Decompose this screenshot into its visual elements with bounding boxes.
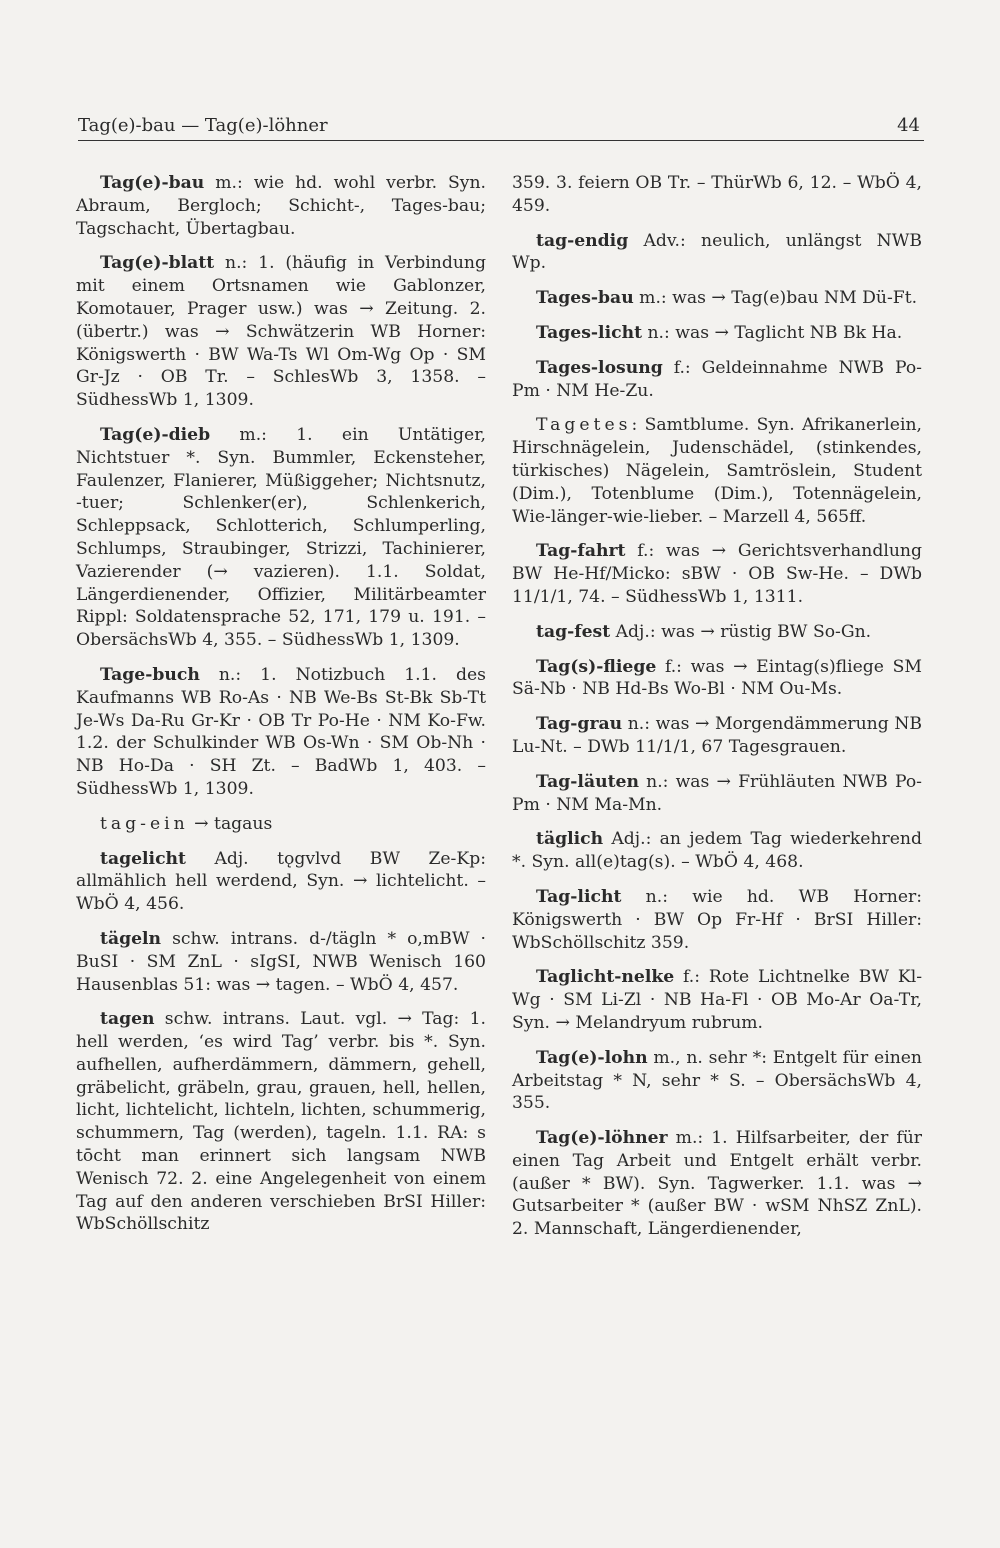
entry-headword: tag-ein (100, 813, 189, 834)
entry-headword: Tage-buch (100, 664, 200, 685)
dictionary-entry (76, 664, 486, 801)
dictionary-entry (76, 424, 486, 652)
entry-headword: Tag(e)-löhner (536, 1128, 668, 1149)
running-header (78, 112, 924, 141)
entry-headword: Taglicht-nelke (536, 967, 675, 988)
entry-definition: Adj.: was → rüstig BW So-Gn. (610, 621, 872, 642)
dictionary-entry (76, 928, 486, 996)
entry-headword: tagen (100, 1009, 155, 1030)
entry-definition: n.: 1. Notizbuch 1.1. des Kaufmanns WB Ro-As · NB We-Bs St-Bk Sb-Tt Je-Ws Da-Ru Gr-Kr · OB Tr Po-He · NM Ko-Fw. 1.2. der Schulkinder WB Os-Wn · SM Ob-Nh · NB Ho-Da · SH Zt. – BadWb 1, 403. – SüdhessWb 1, 1309. (76, 664, 486, 799)
entry-headword: tagelicht (100, 848, 186, 869)
dictionary-entry (76, 252, 486, 412)
entry-headword: Tag-läuten (536, 771, 639, 792)
dictionary-entry (512, 287, 922, 310)
dictionary-entry (76, 1008, 486, 1236)
running-title: Tag(e)-bau — Tag(e)-löhner (78, 115, 328, 136)
dictionary-entry (512, 322, 922, 345)
entry-definition: → tagaus (188, 813, 273, 834)
entry-headword: Tag-grau (536, 714, 623, 735)
entry-headword: Tages-bau (536, 288, 634, 309)
entry-headword: Tages-licht (536, 322, 643, 343)
entry-definition: 359. 3. feiern OB Tr. – ThürWb 6, 12. – WbÖ 4, 459. (512, 173, 922, 216)
dictionary-entry (512, 771, 922, 817)
dictionary-entry (76, 172, 486, 240)
dictionary-entry (512, 828, 922, 874)
entry-definition: f.: Geldeinnahme NWB Po-Pm · NM He-Zu. (512, 357, 922, 401)
entry-definition: n.: 1. (häufig in Verbindung mit einem Ortsnamen wie Gablonzer, Komotauer, Prager usw.) was → Zeitung. 2. (übertr.) was → Schwätzerin WB Horner: Königswerth · BW Wa-Ts Wl Om-Wg Op · SM Gr-Jz · OB Tr. – SchlesWb 3, 1358. – SüdhessWb 1, 1309. (76, 253, 486, 411)
entry-headword: Tag(e)-lohn (536, 1047, 648, 1068)
dictionary-entry (512, 1127, 922, 1241)
entry-headword: Tag(e)-blatt (100, 253, 215, 274)
entry-definition: m.: 1. Hilfsarbeiter, der für einen Tag Arbeit und Entgelt erhält verbr. (außer * BW). Syn. Tagwerker. 1.1. was → Gutsarbeiter * (außer BW · wSM NhSZ ZnL). 2. Mannschaft, Längerdienender, (512, 1128, 922, 1240)
dictionary-entry (512, 540, 922, 608)
dictionary-entry (512, 886, 922, 954)
page-number: 44 (897, 115, 920, 136)
dictionary-entry (512, 656, 922, 702)
entry-headword: Tag-fahrt (536, 541, 626, 562)
entry-definition: : Samtblume. Syn. Afrikanerlein, Hirschnägelein, Judenschädel, (stinkendes, türkisches) Nägelein, Samtröslein, Student (Dim.), Totenblume (Dim.), Totennägelein, Wie-länger-wie-lieber. – Marzell 4, 565ff. (512, 415, 922, 527)
entry-definition: schw. intrans. Laut. vgl. → Tag: 1. hell werden, ‘es wird Tag’ verbr. bis *. Syn. aufhellen, aufherdämmern, dämmern, gehell, gräbelicht, gräbeln, grau, grauen, hell, hellen, licht, lichtelicht, lichteln, lichten, schummerig, schummern, Tag (werden), tageln. 1.1. RA: s tōcht man erinnert sich langsam NWB Wenisch 72. 2. eine Angelegenheit von einem Tag auf den anderen verschieben BrSI Hiller: WbSchöllschitz (76, 1009, 486, 1235)
entry-definition: n.: wie hd. WB Horner: Königswerth · BW Op Fr-Hf · BrSI Hiller: WbSchöllschitz 359. (512, 886, 922, 953)
entry-definition: m.: wie hd. wohl verbr. Syn. Abraum, Bergloch; Schicht-, Tages-bau; Tagschacht, Übertagbau. (76, 173, 486, 239)
entry-headword: Tag(e)-bau (100, 173, 205, 193)
dictionary-entry (512, 230, 922, 276)
entry-headword: Tag(s)-fliege (536, 656, 657, 677)
entry-headword: tägeln (100, 928, 162, 949)
entry-headword: tag-fest (536, 621, 611, 642)
entry-headword: tag-endig (536, 230, 629, 251)
entry-definition: m.: was → Tag(e)bau NM Dü-Ft. (633, 288, 918, 309)
entry-definition: f.: Rote Lichtnelke BW Kl-Wg · SM Li-Zl · NB Ha-Fl · OB Mo-Ar Oa-Tr, Syn. → Melandryum rubrum. (512, 967, 922, 1033)
dictionary-entry (512, 713, 922, 759)
dictionary-entry (512, 357, 922, 403)
entry-headword: täglich (536, 829, 604, 850)
entry-definition: schw. intrans. d-/tägln * o,mBW · BuSI · SM ZnL · sIgSI, NWB Wenisch 160 Hausenblas 51: was → tagen. – WbÖ 4, 457. (76, 928, 486, 995)
dictionary-entry (512, 1047, 922, 1115)
entry-definition: m.: 1. ein Untätiger, Nichtstuer *. Syn. Bummler, Eckensteher, Faulenzer, Flanierer, Müßiggeher; Nichtsnutz, -tuer; Schlenker(er), Schlenkerich, Schleppsack, Schlotterich, Schlumperling, Schlumps, Straubinger, Strizzi, Tachinierer, Vazierender (→ vazieren). 1.1. Soldat, Längerdienender, Offizier, Militärbeamter Rippl: Soldatensprache 52, 171, 179 u. 191. – ObersächsWb 4, 355. – SüdhessWb 1, 1309. (76, 424, 486, 651)
left-column (76, 172, 486, 1248)
right-column (512, 172, 922, 1253)
dictionary-entry (512, 621, 922, 644)
entry-definition: Adj. tǫgvlvd BW Ze-Kp: allmählich hell werdend, Syn. → lichtelicht. – WbÖ 4, 456. (76, 848, 486, 915)
dictionary-entry (512, 966, 922, 1034)
dictionary-entry (76, 813, 486, 836)
entry-definition: n.: was → Morgendämmerung NB Lu-Nt. – DWb 11/1/1, 67 Tagesgrauen. (512, 714, 922, 757)
entry-headword: Tag-licht (536, 886, 622, 907)
entry-definition: Adv.: neulich, unlängst NWB Wp. (512, 230, 922, 274)
dictionary-entry (76, 848, 486, 916)
entry-headword: Tag(e)-dieb (100, 424, 211, 445)
entry-headword: Tages-losung (536, 357, 663, 378)
entry-definition: f.: was → Gerichtsverhandlung BW He-Hf/Micko: sBW · OB Sw-He. – DWb 11/1/1, 74. – SüdhessWb 1, 1311. (512, 541, 922, 607)
entry-definition: Adj.: an jedem Tag wiederkehrend *. Syn. all(e)tag(s). – WbÖ 4, 468. (512, 829, 922, 873)
entry-headword: Tagetes (536, 415, 632, 436)
entry-definition: f.: was → Eintag(s)fliege SM Sä-Nb · NB Hd-Bs Wo-Bl · NM Ou-Ms. (512, 656, 922, 700)
dictionary-entry (512, 414, 922, 528)
entry-definition: m., n. sehr *: Entgelt für einen Arbeitstag * N, sehr * S. – ObersächsWb 4, 355. (512, 1047, 922, 1114)
entry-definition: n.: was → Frühläuten NWB Po-Pm · NM Ma-Mn. (512, 771, 922, 815)
dictionary-entry (512, 172, 922, 218)
entry-definition: n.: was → Taglicht NB Bk Ha. (642, 322, 903, 343)
